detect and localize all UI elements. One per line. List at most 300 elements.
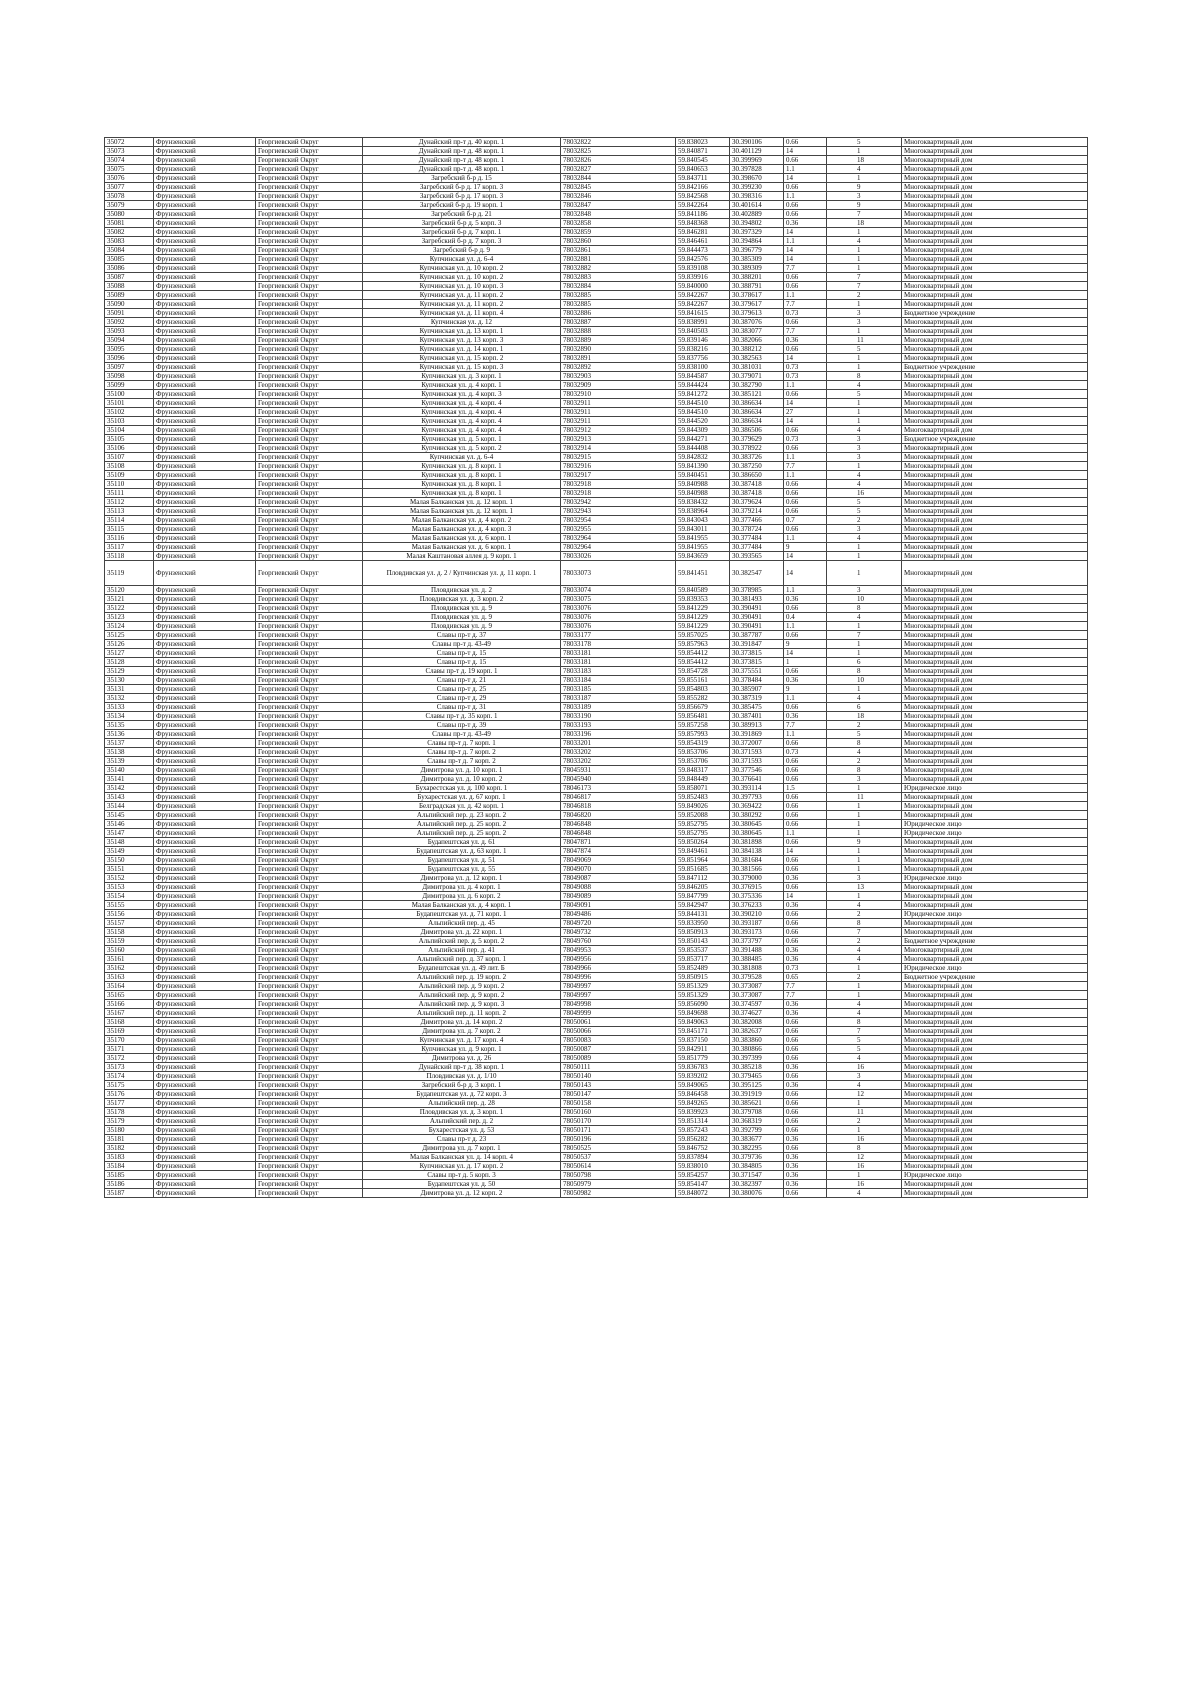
municipal-district-cell: Георгиевский Округ [256,390,363,399]
object-type-cell: Многоквартирный дом [902,399,1088,408]
municipal-district-cell: Георгиевский Округ [256,1171,363,1180]
building-code-cell: 78049997 [561,991,676,1000]
address-cell: Дунайский пр-т д. 38 корп. 1 [363,1063,561,1072]
record-id-cell: 35154 [105,892,154,901]
building-code-cell: 78050525 [561,1144,676,1153]
container-count-cell: 1 [827,417,902,426]
container-count-cell: 3 [827,318,902,327]
container-count-cell: 9 [827,183,902,192]
container-count-cell: 5 [827,345,902,354]
container-volume-cell: 14 [784,892,827,901]
address-cell: Загребский б-р д. 7 корп. 1 [363,228,561,237]
address-cell: Малая Балканская ул. д. 6 корп. 1 [363,543,561,552]
container-volume-cell: 1.1 [784,291,827,300]
longitude-cell: 30.385621 [730,1099,784,1108]
latitude-cell: 59.857993 [676,730,730,739]
municipal-district-cell: Георгиевский Округ [256,973,363,982]
latitude-cell: 59.843043 [676,516,730,525]
latitude-cell: 59.849065 [676,1081,730,1090]
record-id-cell: 35159 [105,937,154,946]
building-code-cell: 78032903 [561,372,676,381]
address-cell: Будапештская ул. д. 72 корп. 3 [363,1090,561,1099]
object-type-cell: Многоквартирный дом [902,300,1088,309]
municipal-district-cell: Георгиевский Округ [256,543,363,552]
record-id-cell: 35076 [105,174,154,183]
building-code-cell: 78033190 [561,712,676,721]
longitude-cell: 30.379708 [730,1108,784,1117]
district-cell: Фрунзенский [154,354,256,363]
latitude-cell: 59.854257 [676,1171,730,1180]
building-code-cell: 78032911 [561,408,676,417]
container-volume-cell: 0.36 [784,1171,827,1180]
address-cell: Купчинская ул. д. 12 [363,318,561,327]
table-row [105,1144,1088,1153]
address-cell: Купчинская ул. д. 4 корп. 4 [363,399,561,408]
building-code-cell: 78033189 [561,703,676,712]
municipal-district-cell: Георгиевский Округ [256,874,363,883]
object-type-cell: Многоквартирный дом [902,264,1088,273]
table-row [105,721,1088,730]
record-id-cell: 35077 [105,183,154,192]
longitude-cell: 30.374627 [730,1009,784,1018]
object-type-cell: Многоквартирный дом [902,919,1088,928]
longitude-cell: 30.398670 [730,174,784,183]
address-cell: Дунайский пр-т д. 48 корп. 1 [363,165,561,174]
latitude-cell: 59.842568 [676,192,730,201]
container-count-cell: 4 [827,613,902,622]
record-id-cell: 35117 [105,543,154,552]
record-id-cell: 35096 [105,354,154,363]
address-cell: Малая Балканская ул. д. 4 корп. 1 [363,901,561,910]
longitude-cell: 30.383077 [730,327,784,336]
container-count-cell: 1 [827,327,902,336]
district-cell: Фрунзенский [154,730,256,739]
longitude-cell: 30.387250 [730,462,784,471]
container-volume-cell: 1.1 [784,534,827,543]
district-cell: Фрунзенский [154,183,256,192]
district-cell: Фрунзенский [154,327,256,336]
record-id-cell: 35090 [105,300,154,309]
district-cell: Фрунзенский [154,973,256,982]
record-id-cell: 35085 [105,255,154,264]
municipal-district-cell: Георгиевский Округ [256,219,363,228]
address-cell: Славы пр-т д. 35 корп. 1 [363,712,561,721]
container-volume-cell: 0.36 [784,595,827,604]
address-cell: Купчинская ул. д. 14 корп. 1 [363,345,561,354]
object-type-cell: Многоквартирный дом [902,775,1088,784]
municipal-district-cell: Георгиевский Округ [256,892,363,901]
record-id-cell: 35111 [105,489,154,498]
container-volume-cell: 0.66 [784,793,827,802]
longitude-cell: 30.378484 [730,676,784,685]
table-row [105,964,1088,973]
container-count-cell: 1 [827,685,902,694]
latitude-cell: 59.841955 [676,534,730,543]
container-volume-cell: 14 [784,246,827,255]
record-id-cell: 35082 [105,228,154,237]
municipal-district-cell: Георгиевский Округ [256,201,363,210]
table-row [105,622,1088,631]
municipal-district-cell: Георгиевский Округ [256,1018,363,1027]
container-count-cell: 3 [827,435,902,444]
container-count-cell: 7 [827,1027,902,1036]
container-volume-cell: 0.36 [784,874,827,883]
longitude-cell: 30.397828 [730,165,784,174]
longitude-cell: 30.385121 [730,390,784,399]
municipal-district-cell: Георгиевский Округ [256,138,363,147]
latitude-cell: 59.845171 [676,1027,730,1036]
table-row [105,1108,1088,1117]
container-count-cell: 1 [827,228,902,237]
longitude-cell: 30.381566 [730,865,784,874]
district-cell: Фрунзенский [154,381,256,390]
address-cell: Купчинская ул. д. 4 корп. 4 [363,417,561,426]
latitude-cell: 59.854412 [676,649,730,658]
container-volume-cell: 0.66 [784,928,827,937]
table-row [105,928,1088,937]
container-count-cell: 10 [827,676,902,685]
container-count-cell: 1 [827,982,902,991]
building-code-cell: 78050066 [561,1027,676,1036]
latitude-cell: 59.839923 [676,1108,730,1117]
latitude-cell: 59.857243 [676,1126,730,1135]
building-code-cell: 78032918 [561,489,676,498]
municipal-district-cell: Георгиевский Округ [256,865,363,874]
latitude-cell: 59.838432 [676,498,730,507]
municipal-district-cell: Георгиевский Округ [256,613,363,622]
object-type-cell: Многоквартирный дом [902,498,1088,507]
object-type-cell: Многоквартирный дом [902,345,1088,354]
longitude-cell: 30.378617 [730,291,784,300]
container-volume-cell: 1.1 [784,165,827,174]
record-id-cell: 35074 [105,156,154,165]
address-cell: Загребский б-р д. 19 корп. 1 [363,201,561,210]
record-id-cell: 35114 [105,516,154,525]
district-cell: Фрунзенский [154,210,256,219]
district-cell: Фрунзенский [154,489,256,498]
record-id-cell: 35116 [105,534,154,543]
record-id-cell: 35131 [105,685,154,694]
longitude-cell: 30.376915 [730,883,784,892]
longitude-cell: 30.379736 [730,1153,784,1162]
table-row [105,453,1088,462]
container-volume-cell: 14 [784,354,827,363]
latitude-cell: 59.851329 [676,991,730,1000]
container-count-cell: 11 [827,336,902,345]
latitude-cell: 59.844309 [676,426,730,435]
latitude-cell: 59.852795 [676,829,730,838]
municipal-district-cell: Георгиевский Округ [256,676,363,685]
table-row [105,255,1088,264]
longitude-cell: 30.379629 [730,435,784,444]
longitude-cell: 30.389309 [730,264,784,273]
district-cell: Фрунзенский [154,937,256,946]
object-type-cell: Многоквартирный дом [902,147,1088,156]
building-code-cell: 78033075 [561,595,676,604]
record-id-cell: 35144 [105,802,154,811]
building-code-cell: 78033184 [561,676,676,685]
district-cell: Фрунзенский [154,1144,256,1153]
district-cell: Фрунзенский [154,345,256,354]
container-volume-cell: 0.66 [784,1126,827,1135]
container-volume-cell: 0.66 [784,1036,827,1045]
municipal-district-cell: Георгиевский Округ [256,946,363,955]
district-cell: Фрунзенский [154,435,256,444]
container-count-cell: 1 [827,802,902,811]
building-code-cell: 78050089 [561,1054,676,1063]
container-volume-cell: 0.66 [784,1117,827,1126]
container-count-cell: 8 [827,1018,902,1027]
object-type-cell: Бюджетное учреждение [902,973,1088,982]
container-count-cell: 1 [827,784,902,793]
record-id-cell: 35094 [105,336,154,345]
latitude-cell: 59.851964 [676,856,730,865]
longitude-cell: 30.380292 [730,811,784,820]
municipal-district-cell: Георгиевский Округ [256,210,363,219]
object-type-cell: Многоквартирный дом [902,757,1088,766]
container-volume-cell: 0.66 [784,1108,827,1117]
building-code-cell: 78046848 [561,829,676,838]
container-volume-cell: 0.66 [784,667,827,676]
building-code-cell: 78032964 [561,543,676,552]
record-id-cell: 35135 [105,721,154,730]
container-volume-cell: 0.66 [784,1090,827,1099]
container-volume-cell: 0.4 [784,613,827,622]
latitude-cell: 59.857025 [676,631,730,640]
longitude-cell: 30.391847 [730,640,784,649]
address-cell: Загребский б-р д. 5 корп. 3 [363,219,561,228]
municipal-district-cell: Георгиевский Округ [256,318,363,327]
table-row [105,309,1088,318]
record-id-cell: 35121 [105,595,154,604]
building-code-cell: 78046817 [561,793,676,802]
building-code-cell: 78032918 [561,480,676,489]
district-cell: Фрунзенский [154,856,256,865]
district-cell: Фрунзенский [154,721,256,730]
address-cell: Славы пр-т д. 15 [363,649,561,658]
district-cell: Фрунзенский [154,685,256,694]
longitude-cell: 30.390106 [730,138,784,147]
record-id-cell: 35073 [105,147,154,156]
container-volume-cell: 0.73 [784,309,827,318]
record-id-cell: 35093 [105,327,154,336]
record-id-cell: 35181 [105,1135,154,1144]
address-cell: Пловдивская ул. д. 9 [363,613,561,622]
municipal-district-cell: Георгиевский Округ [256,721,363,730]
municipal-district-cell: Георгиевский Округ [256,1189,363,1198]
container-volume-cell: 1.1 [784,730,827,739]
container-count-cell: 1 [827,622,902,631]
record-id-cell: 35132 [105,694,154,703]
table-row [105,685,1088,694]
container-volume-cell: 0.36 [784,712,827,721]
container-volume-cell: 0.66 [784,156,827,165]
object-type-cell: Многоквартирный дом [902,174,1088,183]
address-cell: Славы пр-т д. 7 корп. 2 [363,757,561,766]
container-volume-cell: 0.66 [784,838,827,847]
building-code-cell: 78032892 [561,363,676,372]
building-code-cell: 78032911 [561,399,676,408]
object-type-cell: Многоквартирный дом [902,462,1088,471]
longitude-cell: 30.388485 [730,955,784,964]
building-code-cell: 78049760 [561,937,676,946]
record-id-cell: 35080 [105,210,154,219]
table-row [105,1081,1088,1090]
table-row [105,543,1088,552]
latitude-cell: 59.842832 [676,453,730,462]
table-row [105,174,1088,183]
address-cell: Пловдивская ул. д. 3 корп. 2 [363,595,561,604]
table-row [105,586,1088,595]
building-code-cell: 78050171 [561,1126,676,1135]
district-cell: Фрунзенский [154,883,256,892]
record-id-cell: 35173 [105,1063,154,1072]
municipal-district-cell: Георгиевский Округ [256,1090,363,1099]
table-row [105,273,1088,282]
district-cell: Фрунзенский [154,766,256,775]
record-id-cell: 35123 [105,613,154,622]
latitude-cell: 59.841615 [676,309,730,318]
latitude-cell: 59.841186 [676,210,730,219]
table-row [105,703,1088,712]
object-type-cell: Многоквартирный дом [902,210,1088,219]
municipal-district-cell: Георгиевский Округ [256,372,363,381]
municipal-district-cell: Георгиевский Округ [256,345,363,354]
district-cell: Фрунзенский [154,955,256,964]
object-type-cell: Многоквартирный дом [902,480,1088,489]
building-code-cell: 78033181 [561,658,676,667]
district-cell: Фрунзенский [154,462,256,471]
longitude-cell: 30.391919 [730,1090,784,1099]
address-cell: Димитрова ул. д. 12 корп. 1 [363,874,561,883]
latitude-cell: 59.851314 [676,1117,730,1126]
record-id-cell: 35157 [105,919,154,928]
longitude-cell: 30.397793 [730,793,784,802]
longitude-cell: 30.394802 [730,219,784,228]
record-id-cell: 35120 [105,586,154,595]
longitude-cell: 30.373087 [730,991,784,1000]
container-volume-cell: 0.66 [784,498,827,507]
municipal-district-cell: Георгиевский Округ [256,381,363,390]
municipal-district-cell: Георгиевский Округ [256,498,363,507]
table-row [105,856,1088,865]
latitude-cell: 59.854412 [676,658,730,667]
district-cell: Фрунзенский [154,1000,256,1009]
longitude-cell: 30.388791 [730,282,784,291]
building-code-cell: 78032827 [561,165,676,174]
address-cell: Бухарестская ул. д. 67 корп. 1 [363,793,561,802]
district-cell: Фрунзенский [154,1027,256,1036]
table-row [105,766,1088,775]
municipal-district-cell: Георгиевский Округ [256,273,363,282]
table-row [105,1000,1088,1009]
latitude-cell: 59.844473 [676,246,730,255]
municipal-district-cell: Георгиевский Округ [256,228,363,237]
municipal-district-cell: Георгиевский Округ [256,622,363,631]
table-row [105,784,1088,793]
municipal-district-cell: Георгиевский Округ [256,1108,363,1117]
table-row [105,793,1088,802]
building-code-cell: 78033185 [561,685,676,694]
object-type-cell: Многоквартирный дом [902,381,1088,390]
longitude-cell: 30.396779 [730,246,784,255]
latitude-cell: 59.854728 [676,667,730,676]
object-type-cell: Многоквартирный дом [902,838,1088,847]
municipal-district-cell: Георгиевский Округ [256,1153,363,1162]
table-row [105,408,1088,417]
building-code-cell: 78033183 [561,667,676,676]
building-code-cell: 78032859 [561,228,676,237]
object-type-cell: Многоквартирный дом [902,793,1088,802]
longitude-cell: 30.376641 [730,775,784,784]
longitude-cell: 30.379214 [730,507,784,516]
container-volume-cell: 0.66 [784,802,827,811]
address-cell: Купчинская ул. д. 5 корп. 1 [363,435,561,444]
table-row [105,1090,1088,1099]
district-cell: Фрунзенский [154,991,256,1000]
table-row [105,739,1088,748]
latitude-cell: 59.849026 [676,802,730,811]
latitude-cell: 59.839202 [676,1072,730,1081]
municipal-district-cell: Георгиевский Округ [256,631,363,640]
container-volume-cell: 0.66 [784,1144,827,1153]
latitude-cell: 59.837894 [676,1153,730,1162]
container-volume-cell: 0.66 [784,201,827,210]
table-row [105,667,1088,676]
latitude-cell: 59.842267 [676,291,730,300]
district-cell: Фрунзенский [154,255,256,264]
address-cell: Купчинская ул. д. 9 корп. 1 [363,1045,561,1054]
table-row [105,955,1088,964]
table-row [105,748,1088,757]
record-id-cell: 35081 [105,219,154,228]
address-cell: Малая Балканская ул. д. 14 корп. 4 [363,1153,561,1162]
building-code-cell: 78033074 [561,586,676,595]
building-code-cell: 78047871 [561,838,676,847]
municipal-district-cell: Георгиевский Округ [256,640,363,649]
record-id-cell: 35106 [105,444,154,453]
municipal-district-cell: Георгиевский Округ [256,991,363,1000]
building-code-cell: 78032909 [561,381,676,390]
container-volume-cell: 14 [784,255,827,264]
object-type-cell: Бюджетное учреждение [902,435,1088,444]
object-type-cell: Бюджетное учреждение [902,363,1088,372]
record-id-cell: 35171 [105,1045,154,1054]
building-code-cell: 78032858 [561,219,676,228]
record-id-cell: 35166 [105,1000,154,1009]
table-row [105,811,1088,820]
container-volume-cell: 1.1 [784,453,827,462]
latitude-cell: 59.850915 [676,973,730,982]
object-type-cell: Юридическое лицо [902,784,1088,793]
latitude-cell: 59.841229 [676,622,730,631]
address-cell: Димитрова ул. д. 7 корп. 2 [363,1027,561,1036]
district-cell: Фрунзенский [154,658,256,667]
municipal-district-cell: Георгиевский Округ [256,730,363,739]
district-cell: Фрунзенский [154,901,256,910]
record-id-cell: 35084 [105,246,154,255]
record-id-cell: 35150 [105,856,154,865]
district-cell: Фрунзенский [154,640,256,649]
container-volume-cell: 14 [784,561,827,586]
longitude-cell: 30.385907 [730,685,784,694]
record-id-cell: 35178 [105,1108,154,1117]
object-type-cell: Многоквартирный дом [902,453,1088,462]
record-id-cell: 35151 [105,865,154,874]
record-id-cell: 35165 [105,991,154,1000]
latitude-cell: 59.856679 [676,703,730,712]
building-code-cell: 78049070 [561,865,676,874]
